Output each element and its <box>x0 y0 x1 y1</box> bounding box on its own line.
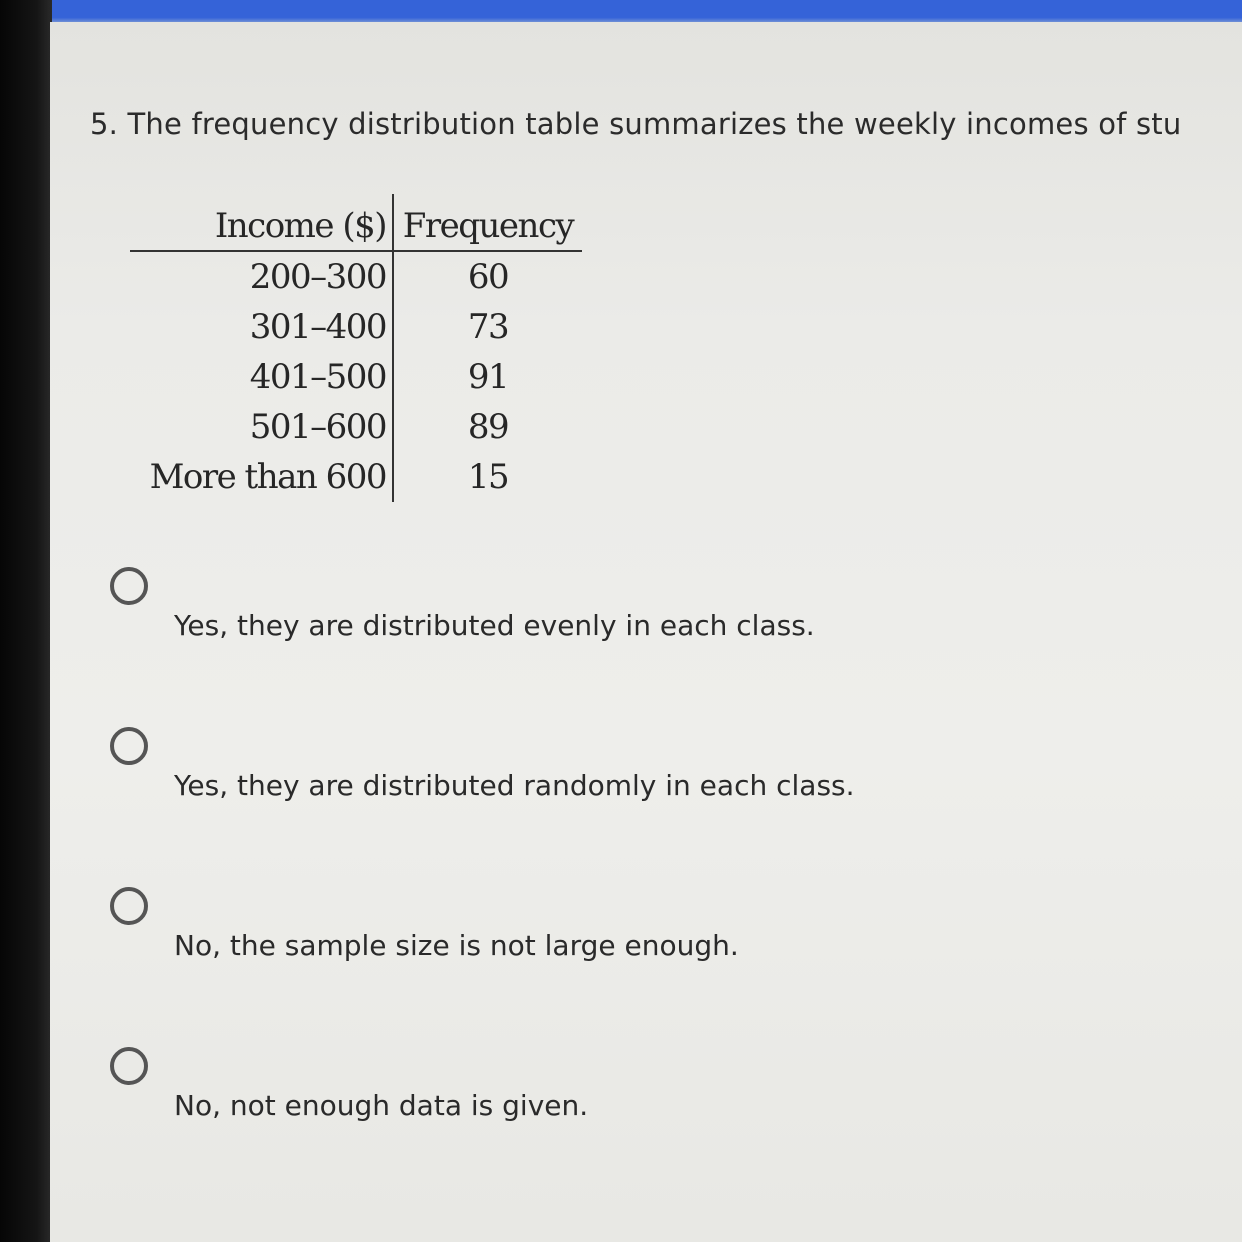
answer-option-label[interactable]: Yes, they are distributed randomly in each class. <box>174 769 855 802</box>
answer-option[interactable] <box>108 1047 1008 1207</box>
income-cell: 200–300 <box>130 251 393 302</box>
answer-option-label[interactable]: Yes, they are distributed evenly in each class. <box>174 609 815 642</box>
radio-empty-icon[interactable] <box>110 727 148 765</box>
table-row <box>130 302 582 352</box>
radio-empty-icon[interactable] <box>110 887 148 925</box>
answer-option[interactable] <box>108 567 1008 727</box>
table-row <box>130 452 582 502</box>
column-header-frequency: Frequency <box>393 194 582 251</box>
question-number: 5. <box>90 107 119 141</box>
answer-option-label[interactable]: No, the sample size is not large enough. <box>174 929 739 962</box>
radio-empty-icon[interactable] <box>110 1047 148 1085</box>
frequency-cell: 60 <box>467 257 509 297</box>
question-panel <box>50 22 1242 1242</box>
question-text <box>90 107 1230 141</box>
table-row <box>130 402 582 452</box>
answer-option[interactable] <box>108 727 1008 887</box>
table-row <box>130 352 582 402</box>
answer-option[interactable] <box>108 887 1008 1047</box>
income-cell: 301–400 <box>130 302 393 352</box>
income-cell: 501–600 <box>130 402 393 452</box>
frequency-cell: 73 <box>467 307 509 347</box>
frequency-cell: 15 <box>467 457 509 497</box>
question-body: The frequency distribution table summarizes the weekly incomes of stu <box>127 107 1182 141</box>
income-cell: More than 600 <box>130 452 393 502</box>
table-row <box>130 251 582 302</box>
header-bar <box>52 0 1242 22</box>
radio-empty-icon[interactable] <box>110 567 148 605</box>
income-cell: 401–500 <box>130 352 393 402</box>
monitor-bezel <box>0 0 52 1242</box>
answer-option-label[interactable]: No, not enough data is given. <box>174 1089 589 1122</box>
answer-options <box>108 567 1008 1207</box>
table-header-row <box>130 194 582 251</box>
frequency-cell: 89 <box>467 407 509 447</box>
column-header-income: Income ($) <box>130 194 393 251</box>
frequency-cell: 91 <box>467 357 509 397</box>
frequency-table <box>130 194 582 502</box>
